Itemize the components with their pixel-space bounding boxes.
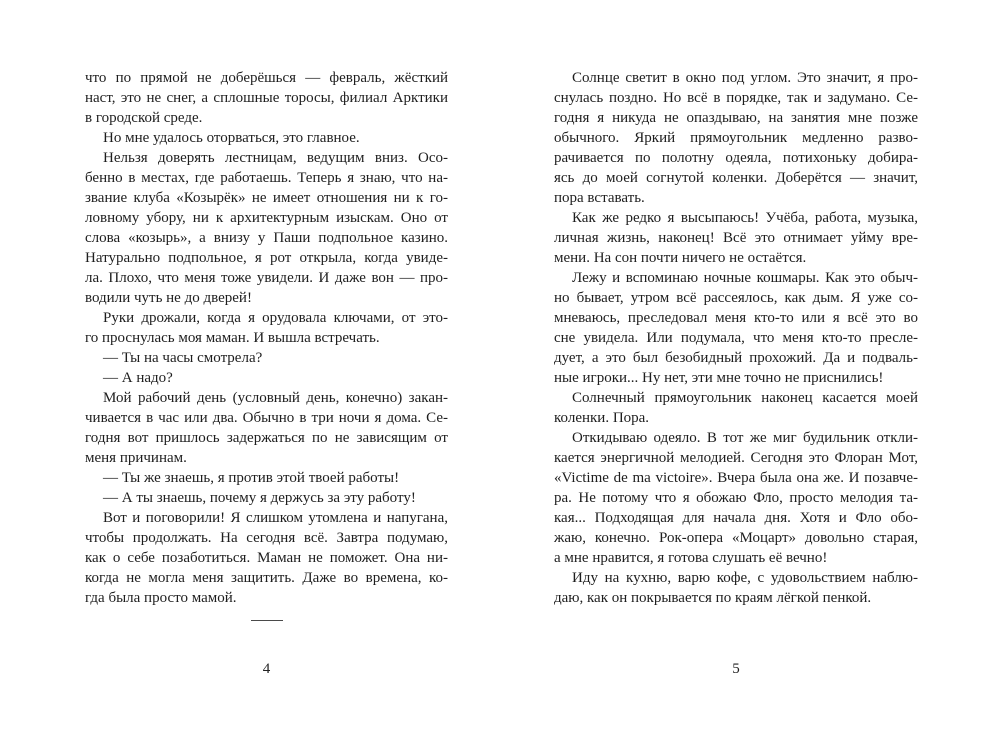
text-line: обычного. Яркий прямоугольник медленно разво- xyxy=(554,130,918,146)
text-line: годня вот пришлось задержаться по не зависящим от xyxy=(85,430,448,446)
text-line: даю, как он покрывается по краям лёгкой пенкой. xyxy=(554,590,872,606)
text-line: снулась поздно. Но всё в порядке, так и задумано. Се- xyxy=(554,90,918,106)
text-line: чивается в час или два. Обычно в три ночи я дома. Се- xyxy=(85,410,448,426)
text-line: — Ты на часы смотрела? xyxy=(103,350,263,366)
text-line: но бывает, утром всё рассеялось, как дым. Я уже со- xyxy=(554,290,918,306)
text-line: бенно в местах, где работаешь. Теперь я знаю, что на- xyxy=(85,170,448,186)
text-line: мневаюсь, преследовал меня кто-то или я всё это во xyxy=(554,310,918,326)
text-line: Мой рабочий день (условный день, конечно) закан- xyxy=(103,390,448,406)
page-right xyxy=(554,68,918,608)
text-line: годня я никуда не опаздываю, на занятия мне позже xyxy=(554,110,918,126)
text-line: в городской среде. xyxy=(85,110,203,126)
text-column-left xyxy=(85,68,448,608)
text-line: — А надо? xyxy=(103,370,173,386)
text-line: Вот и поговорили! Я слишком утомлена и напугана, xyxy=(103,510,448,526)
text-line: Как же редко я высыпаюсь! Учёба, работа, музыка, xyxy=(572,210,918,226)
text-line: сне увидела. Или подумала, что меня кто-то пресле- xyxy=(554,330,918,346)
text-line: кается энергичной мелодией. Сегодня это Флоран Мот, xyxy=(554,450,918,466)
section-divider xyxy=(251,620,283,621)
text-line: Нельзя доверять лестницам, ведущим вниз. Осо- xyxy=(103,150,448,166)
text-line: личная жизнь, наконец! Всё это отнимает уйму вре- xyxy=(554,230,918,246)
text-line: звание клуба «Козырёк» не имеет отношения ни к го- xyxy=(85,190,448,206)
text-line: слова «козырь», а внизу у Паши подпольное казино. xyxy=(85,230,448,246)
text-line: Откидываю одеяло. В тот же миг будильник откли- xyxy=(572,430,918,446)
text-line: дует, а это был безобидный прохожий. Да и подваль- xyxy=(554,350,918,366)
text-line: жаю, конечно. Рок-опера «Моцарт» довольно старая, xyxy=(554,530,918,546)
text-column-right xyxy=(554,68,918,608)
text-line: что по прямой не доберёшься — февраль, жёсткий xyxy=(85,70,448,86)
text-line: ловному убору, ни к архитектурным изыскам. Оно от xyxy=(85,210,448,226)
text-line: рачивается по полотну одеяла, потихоньку добира- xyxy=(554,150,918,166)
text-line: гда была просто мамой. xyxy=(85,590,237,606)
text-line: меня причинам. xyxy=(85,450,187,466)
text-line: ра. Не потому что я обожаю Фло, просто мелодия та- xyxy=(554,490,918,506)
text-line: Но мне удалось оторваться, это главное. xyxy=(103,130,360,146)
text-line: — А ты знаешь, почему я держусь за эту работу! xyxy=(103,490,416,506)
page-number-left: 4 xyxy=(262,661,271,677)
text-line: Натурально подпольное, я рот открыла, когда увиде- xyxy=(85,250,448,266)
text-line: а мне нравится, я готова слушать её вечно! xyxy=(554,550,828,566)
text-line: — Ты же знаешь, я против этой твоей работы! xyxy=(103,470,400,486)
text-line: ла. Плохо, что меня тоже увидели. И даже вон — про- xyxy=(85,270,448,286)
text-line: ные игроки... Ну нет, эти мне точно не приснились! xyxy=(554,370,884,386)
text-line: Руки дрожали, когда я орудовала ключами, от это- xyxy=(103,310,448,326)
text-line: водили чуть не до дверей! xyxy=(85,290,252,306)
text-line: Солнце светит в окно под углом. Это значит, я про- xyxy=(572,70,918,86)
text-line: пора вставать. xyxy=(554,190,645,206)
text-line: го проснулась моя маман. И вышла встречать. xyxy=(85,330,380,346)
text-line: Иду на кухню, варю кофе, с удовольствием наблю- xyxy=(572,570,918,586)
text-line: «Victime de ma victoire». Вчера была она же. И позавче- xyxy=(554,470,918,486)
text-line: мени. На сон почти ничего не остаётся. xyxy=(554,250,807,266)
text-line: ясь до моей согнутой коленки. Доберётся — значит, xyxy=(554,170,918,186)
text-line: чтобы продолжать. На сегодня всё. Завтра подумаю, xyxy=(85,530,448,546)
text-line: коленки. Пора. xyxy=(554,410,650,426)
page-left xyxy=(85,68,448,621)
text-line: наст, это не снег, а сплошные торосы, филиал Арктики xyxy=(85,90,448,106)
text-line: Лежу и вспоминаю ночные кошмары. Как это обыч- xyxy=(572,270,918,286)
text-line: кая... Подходящая для начала дня. Хотя и Фло обо- xyxy=(554,510,918,526)
page-number-right: 5 xyxy=(732,661,740,677)
text-line: как о себе позаботиться. Маман не поможет. Она ни- xyxy=(85,550,448,566)
text-line: когда не могла меня защитить. Даже во времена, ко- xyxy=(85,570,448,586)
text-line: Солнечный прямоугольник наконец касается моей xyxy=(572,390,918,406)
